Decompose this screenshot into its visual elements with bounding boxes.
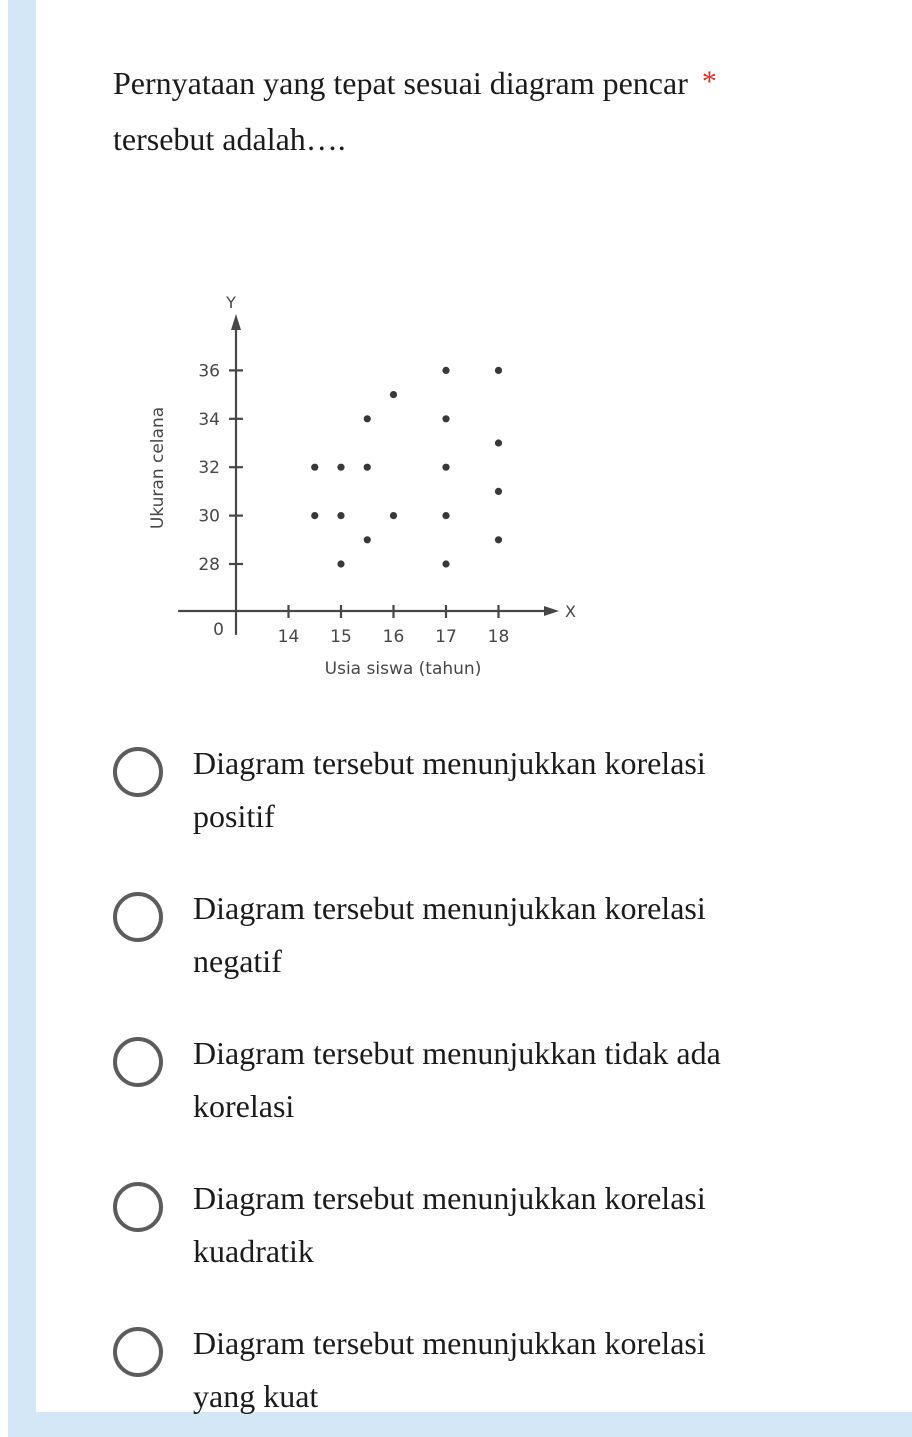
required-asterisk: * (701, 65, 717, 98)
answer-option-3[interactable] (113, 1027, 872, 1133)
question-text-line2: tersebut adalah…. (113, 121, 346, 157)
option-2-label[interactable]: Diagram tersebut menunjukkan korelasi negatif (193, 890, 706, 979)
radio-button-option-3[interactable] (113, 1037, 163, 1087)
svg-text:Usia siswa (tahun): Usia siswa (tahun) (324, 659, 482, 679)
svg-text:16: 16 (382, 627, 405, 647)
question-card (36, 0, 912, 1412)
question-title (113, 56, 872, 166)
svg-text:34: 34 (198, 409, 220, 430)
question-text-line1: Pernyataan yang tepat sesuai diagram pencar (113, 65, 688, 101)
option-5-label[interactable]: Diagram tersebut menunjukkan korelasi yang kuat (193, 1325, 706, 1414)
svg-text:18: 18 (487, 627, 510, 647)
svg-text:14: 14 (277, 627, 300, 647)
option-3-label[interactable]: Diagram tersebut menunjukkan tidak ada korelasi (193, 1035, 721, 1124)
svg-text:X: X (565, 602, 576, 621)
svg-text:Ukuran celana: Ukuran celana (148, 406, 168, 530)
scatter-plot-image (131, 288, 586, 688)
radio-button-option-1[interactable] (113, 747, 163, 797)
radio-button-option-5[interactable] (113, 1327, 163, 1377)
option-1-label[interactable]: Diagram tersebut menunjukkan korelasi positif (193, 745, 706, 834)
svg-text:15: 15 (330, 627, 352, 647)
scatter-chart (131, 288, 586, 688)
svg-text:0: 0 (213, 620, 224, 640)
radio-button-option-2[interactable] (113, 892, 163, 942)
svg-text:32: 32 (198, 458, 220, 479)
option-4-label[interactable]: Diagram tersebut menunjukkan korelasi kuadratik (193, 1180, 706, 1269)
svg-text:28: 28 (198, 555, 220, 575)
answer-option-1[interactable] (113, 737, 872, 843)
answer-option-2[interactable] (113, 882, 872, 988)
svg-text:30: 30 (198, 506, 220, 527)
answer-option-5[interactable] (113, 1317, 872, 1423)
svg-text:17: 17 (435, 627, 457, 647)
page-background-left-strip (8, 0, 36, 1437)
answer-options-list (113, 737, 872, 1423)
radio-button-option-4[interactable] (113, 1182, 163, 1232)
svg-text:36: 36 (198, 361, 220, 382)
answer-option-4[interactable] (113, 1172, 872, 1278)
svg-text:Y: Y (226, 293, 236, 312)
